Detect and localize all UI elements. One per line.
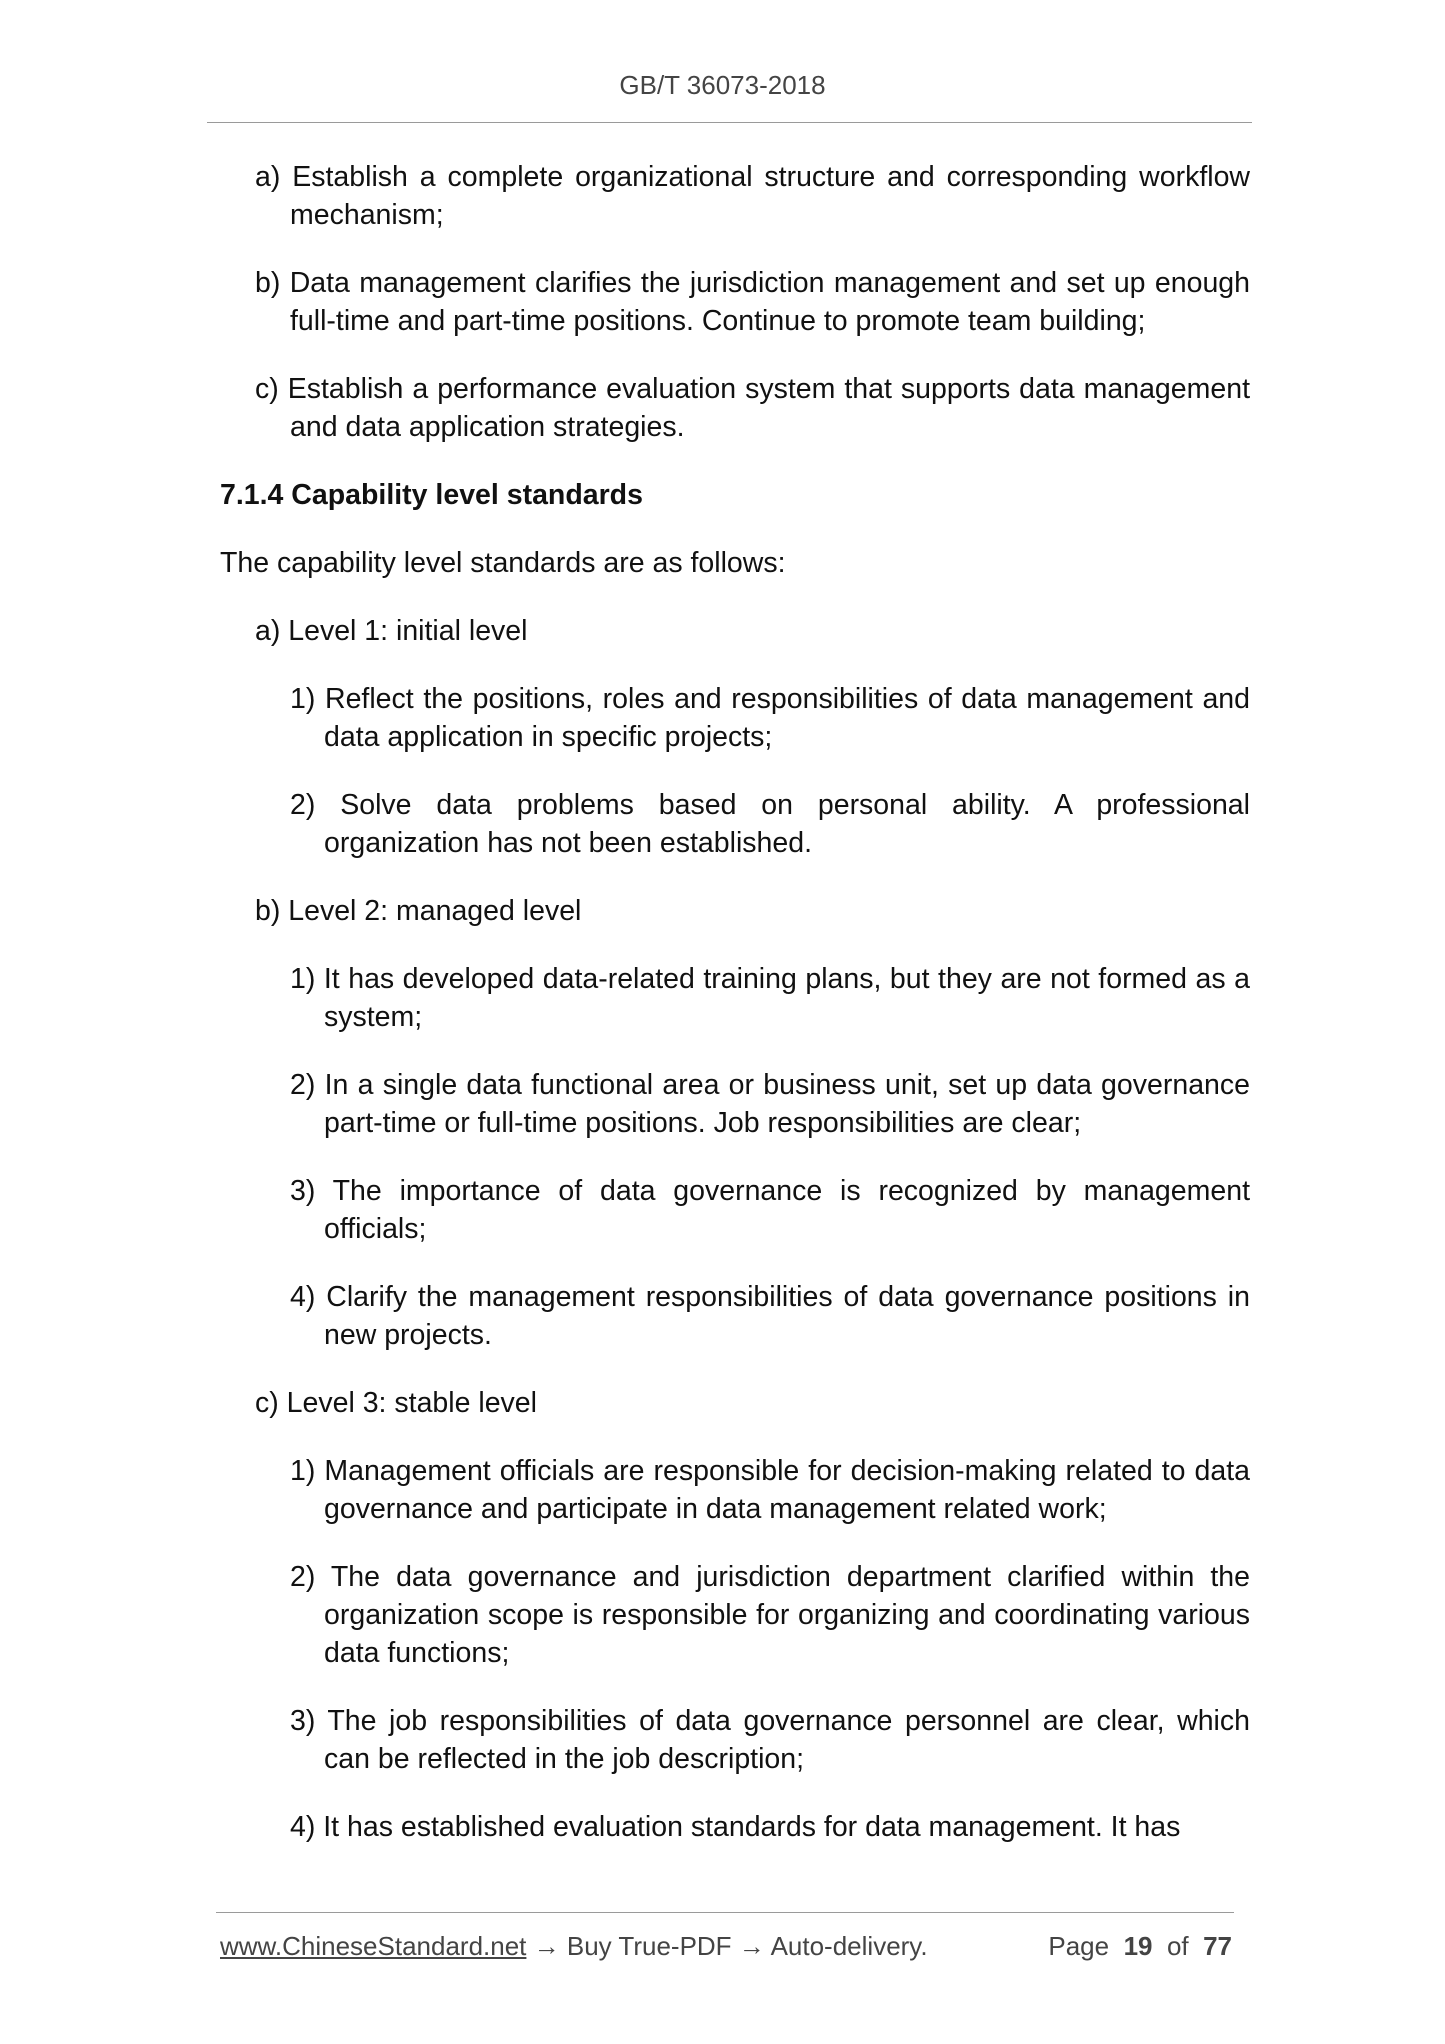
header-divider — [207, 122, 1252, 123]
list-item: c) Establish a performance evaluation system that supports data management and data application strategies. — [255, 373, 1250, 443]
intro-paragraph: The capability level standards are as follows: — [220, 547, 786, 579]
list-item: 1) Management officials are responsible for decision-making related to data governance and participate in data management related work; — [290, 1455, 1250, 1525]
section-heading: 7.1.4 Capability level standards — [220, 479, 643, 511]
list-item: 2) Solve data problems based on personal ability. A professional organization has not been established. — [290, 789, 1250, 859]
list-item: 2) The data governance and jurisdiction department clarified within the organization scope is responsible for organizing and coordinating various data functions; — [290, 1561, 1250, 1669]
list-item: 4) It has established evaluation standards for data management. It has — [290, 1811, 1181, 1843]
list-item: 1) It has developed data-related training plans, but they are not formed as a system; — [290, 963, 1250, 1033]
level-title: a) Level 1: initial level — [255, 615, 528, 647]
page-indicator — [1048, 1931, 1232, 1962]
list-item: 3) The importance of data governance is recognized by management officials; — [290, 1175, 1250, 1245]
footer-divider — [216, 1912, 1234, 1913]
level-title: b) Level 2: managed level — [255, 895, 582, 927]
page-total: 77 — [1203, 1931, 1232, 1961]
footer-promo: → Buy True-PDF → Auto-delivery. — [526, 1931, 928, 1961]
page-footer — [220, 1931, 1232, 1962]
list-item: 2) In a single data functional area or business unit, set up data governance part-time or full-time positions. Job responsibilities are clear; — [290, 1069, 1250, 1139]
page-label: Page — [1048, 1931, 1110, 1961]
list-item: 1) Reflect the positions, roles and responsibilities of data management and data application in specific projects; — [290, 683, 1250, 753]
page-of: of — [1166, 1931, 1189, 1961]
site-link[interactable]: www.ChineseStandard.net — [220, 1931, 527, 1961]
page-current: 19 — [1123, 1931, 1153, 1961]
list-item: 4) Clarify the management responsibilities of data governance positions in new projects. — [290, 1281, 1250, 1351]
list-item: 3) The job responsibilities of data governance personnel are clear, which can be reflected in the job description; — [290, 1705, 1250, 1775]
level-title: c) Level 3: stable level — [255, 1387, 537, 1419]
document-header: GB/T 36073-2018 — [619, 70, 826, 100]
list-item: a) Establish a complete organizational structure and corresponding workflow mechanism; — [255, 161, 1250, 231]
page-content — [0, 158, 1445, 1876]
list-item: b) Data management clarifies the jurisdiction management and set up enough full-time and part-time positions. Continue to promote team building; — [255, 267, 1250, 337]
